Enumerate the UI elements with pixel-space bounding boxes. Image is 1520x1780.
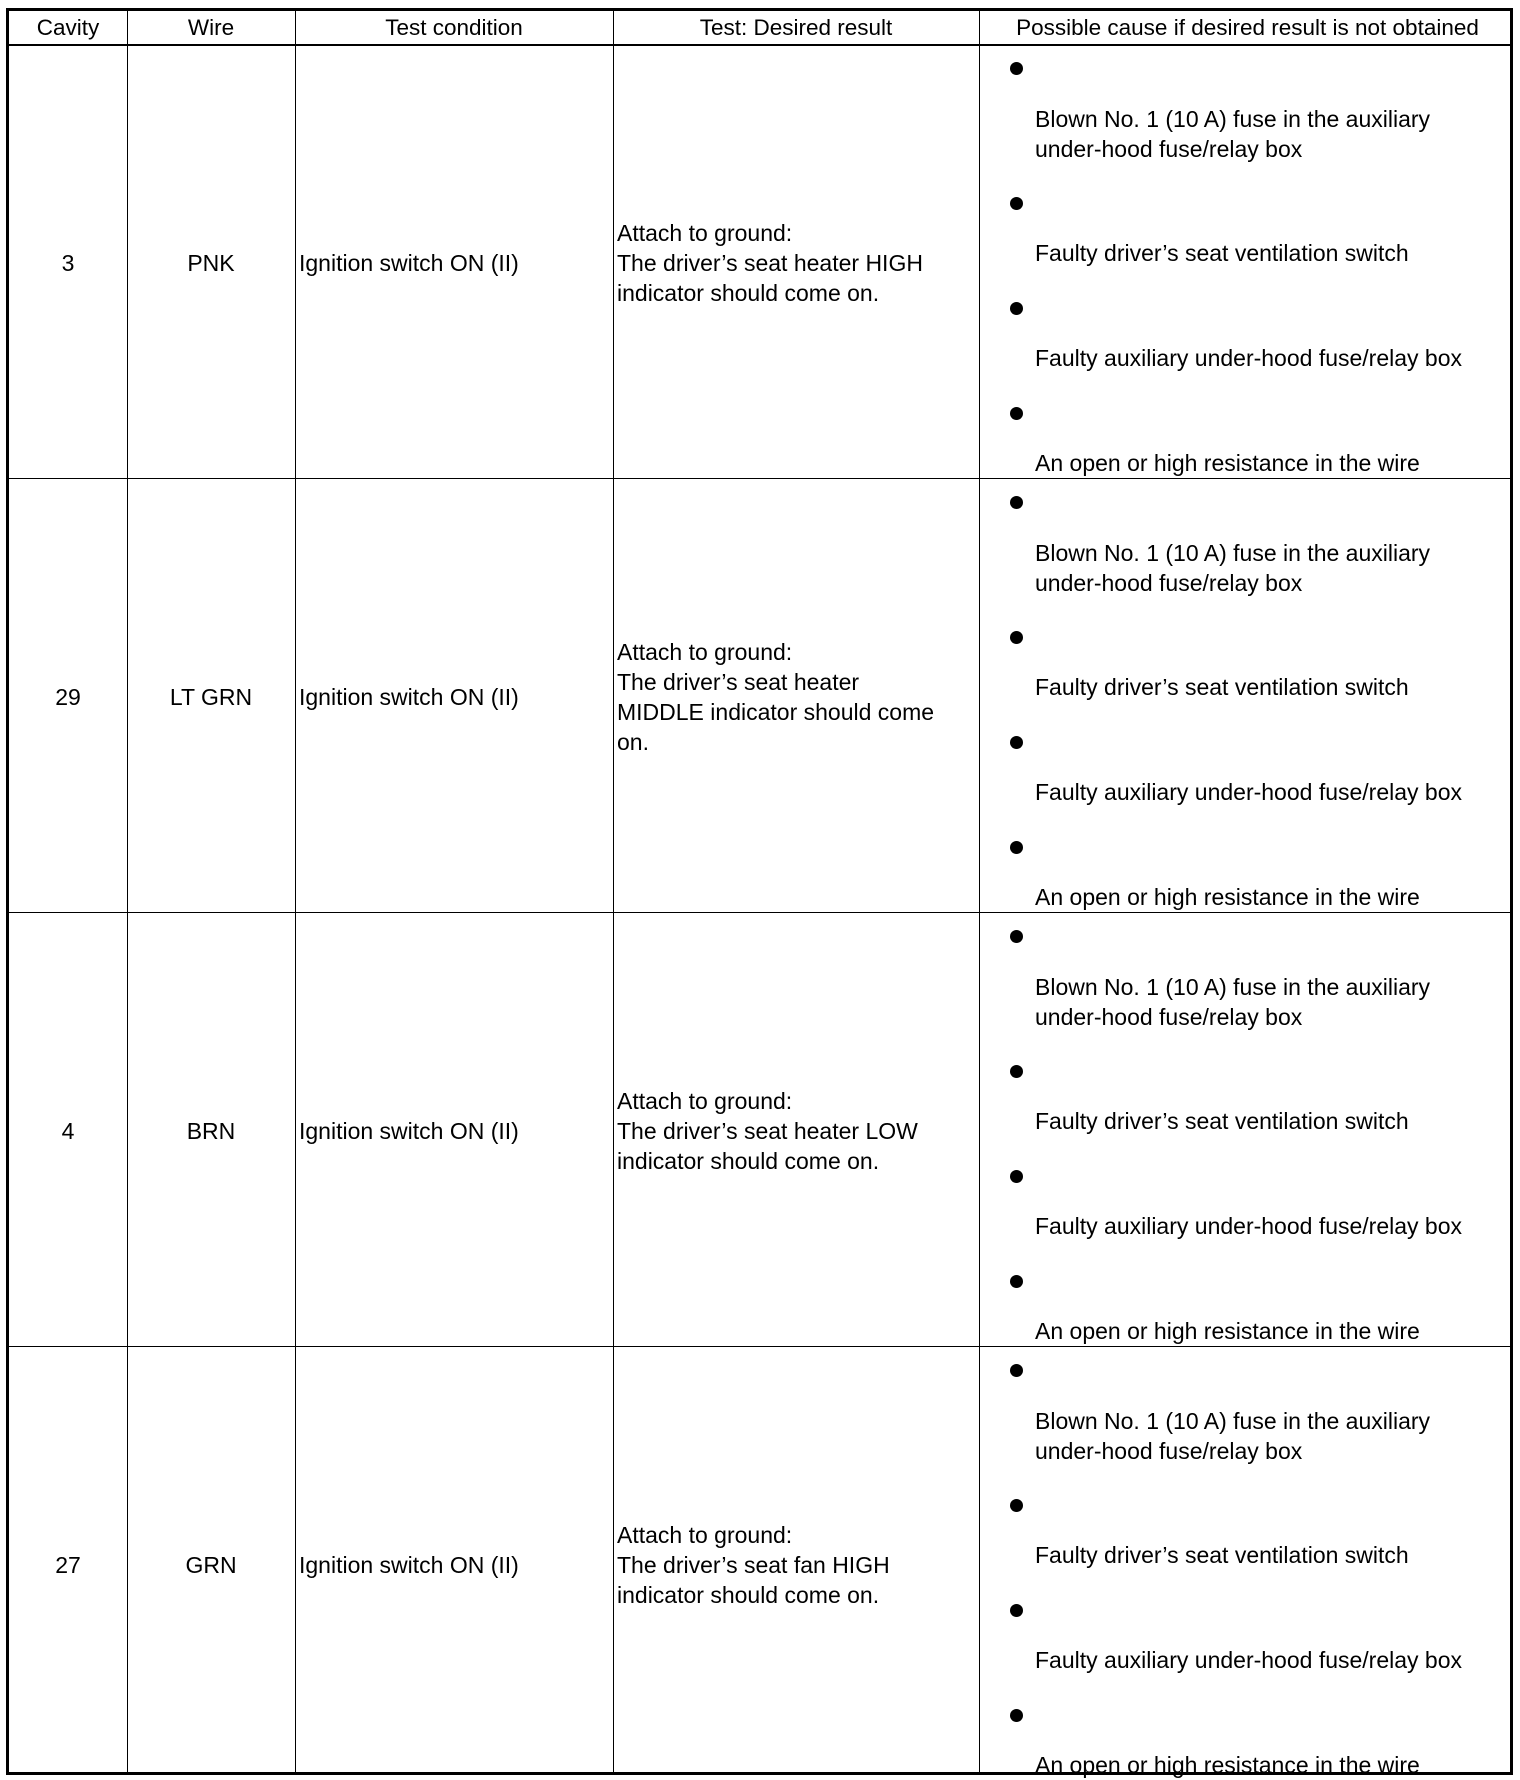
possible-cause-text: An open or high resistance in the wire	[1035, 884, 1420, 910]
desired-result-line: The driver’s seat heater LOW	[617, 1118, 918, 1144]
desired-result-line: indicator should come on.	[617, 280, 880, 306]
bullet-icon	[1010, 631, 1023, 644]
cell-wire: PNK	[187, 250, 235, 276]
cell-wire: BRN	[186, 1118, 236, 1144]
header-test-condition: Test condition	[385, 15, 523, 40]
connector-test-table	[6, 8, 1513, 1778]
bullet-icon	[1010, 302, 1023, 315]
possible-cause-text: under-hood fuse/relay box	[1035, 136, 1303, 162]
possible-cause-text: under-hood fuse/relay box	[1035, 1438, 1303, 1464]
cell-test-condition: Ignition switch ON (II)	[299, 250, 519, 276]
bullet-icon	[1010, 930, 1023, 943]
cell-wire: GRN	[185, 1552, 237, 1578]
header-divider	[9, 44, 1510, 46]
row-divider	[9, 478, 1510, 479]
bullet-icon	[1010, 496, 1023, 509]
desired-result-line: The driver’s seat fan HIGH	[617, 1552, 890, 1578]
possible-cause-text: Blown No. 1 (10 A) fuse in the auxiliary	[1035, 974, 1431, 1000]
cell-cavity: 27	[55, 1552, 81, 1578]
desired-result-line: The driver’s seat heater	[617, 669, 860, 695]
column-divider	[979, 11, 980, 1772]
header-wire: Wire	[187, 15, 235, 40]
possible-cause-text: Blown No. 1 (10 A) fuse in the auxiliary	[1035, 1408, 1431, 1434]
desired-result-line: indicator should come on.	[617, 1148, 880, 1174]
bullet-icon	[1010, 407, 1023, 420]
cell-test-condition: Ignition switch ON (II)	[299, 1552, 519, 1578]
possible-cause-text: An open or high resistance in the wire	[1035, 1752, 1420, 1778]
desired-result-line: MIDDLE indicator should come	[617, 699, 935, 725]
desired-result-line: indicator should come on.	[617, 1582, 880, 1608]
bullet-icon	[1010, 1275, 1023, 1288]
possible-cause-text: Faulty auxiliary under-hood fuse/relay box	[1035, 779, 1463, 805]
possible-cause-text: Faulty driver’s seat ventilation switch	[1035, 1542, 1409, 1568]
bullet-icon	[1010, 1604, 1023, 1617]
possible-cause-text: An open or high resistance in the wire	[1035, 450, 1420, 476]
cell-cavity: 4	[61, 1118, 75, 1144]
desired-result-line: Attach to ground:	[617, 220, 793, 246]
cell-cavity: 3	[61, 250, 75, 276]
bullet-icon	[1010, 1364, 1023, 1377]
possible-cause-text: Faulty auxiliary under-hood fuse/relay box	[1035, 1213, 1463, 1239]
desired-result-line: Attach to ground:	[617, 1522, 793, 1548]
desired-result-line: The driver’s seat heater HIGH	[617, 250, 923, 276]
bullet-icon	[1010, 1499, 1023, 1512]
possible-cause-text: Faulty auxiliary under-hood fuse/relay box	[1035, 345, 1463, 371]
possible-cause-text: Faulty driver’s seat ventilation switch	[1035, 1108, 1409, 1134]
possible-cause-text: Faulty driver’s seat ventilation switch	[1035, 240, 1409, 266]
column-divider	[295, 11, 296, 1772]
row-divider	[9, 1346, 1510, 1347]
desired-result-line: on.	[617, 729, 649, 755]
bullet-icon	[1010, 1709, 1023, 1722]
row-divider	[9, 912, 1510, 913]
cell-wire: LT GRN	[169, 684, 253, 710]
cell-test-condition: Ignition switch ON (II)	[299, 684, 519, 710]
header-cavity: Cavity	[36, 15, 100, 40]
bullet-icon	[1010, 62, 1023, 75]
bullet-icon	[1010, 736, 1023, 749]
header-possible-cause: Possible cause if desired result is not obtained	[1016, 15, 1479, 40]
desired-result-line: Attach to ground:	[617, 1088, 793, 1114]
column-divider	[613, 11, 614, 1772]
bullet-icon	[1010, 1065, 1023, 1078]
header-desired-result: Test: Desired result	[699, 15, 893, 40]
possible-cause-text: under-hood fuse/relay box	[1035, 570, 1303, 596]
cell-cavity: 29	[55, 684, 81, 710]
bullet-icon	[1010, 841, 1023, 854]
bullet-icon	[1010, 197, 1023, 210]
possible-cause-text: Blown No. 1 (10 A) fuse in the auxiliary	[1035, 106, 1431, 132]
possible-cause-text: Faulty driver’s seat ventilation switch	[1035, 674, 1409, 700]
possible-cause-text: Blown No. 1 (10 A) fuse in the auxiliary	[1035, 540, 1431, 566]
possible-cause-text: Faulty auxiliary under-hood fuse/relay box	[1035, 1647, 1463, 1673]
cell-test-condition: Ignition switch ON (II)	[299, 1118, 519, 1144]
bullet-icon	[1010, 1170, 1023, 1183]
possible-cause-text: under-hood fuse/relay box	[1035, 1004, 1303, 1030]
desired-result-line: Attach to ground:	[617, 639, 793, 665]
possible-cause-text: An open or high resistance in the wire	[1035, 1318, 1420, 1344]
